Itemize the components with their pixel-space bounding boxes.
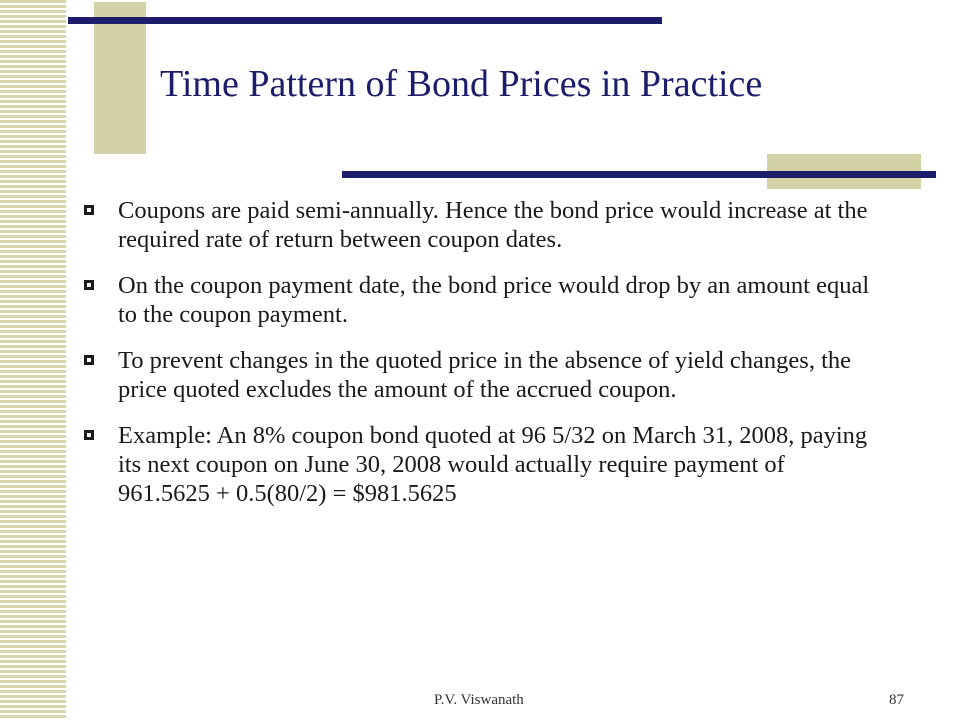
bullet-list — [82, 196, 882, 525]
decorative-line-right — [342, 171, 936, 178]
square-bullet-icon — [84, 280, 94, 290]
left-striped-border — [0, 0, 66, 720]
bullet-item — [82, 421, 882, 508]
footer-author: P.V. Viswanath — [434, 692, 524, 708]
bullet-item — [82, 346, 882, 404]
bullet-item — [82, 271, 882, 329]
bullet-text: Coupons are paid semi-annually. Hence the bond price would increase at the required rate of return between coupon dates. — [118, 197, 868, 253]
slide-title: Time Pattern of Bond Prices in Practice — [160, 63, 763, 105]
square-bullet-icon — [84, 430, 94, 440]
decorative-block-top — [94, 2, 146, 154]
square-bullet-icon — [84, 205, 94, 215]
bullet-text: On the coupon payment date, the bond price would drop by an amount equal to the coupon payment. — [118, 272, 870, 328]
decorative-line-top — [68, 17, 662, 24]
page-number: 87 — [889, 692, 904, 708]
square-bullet-icon — [84, 355, 94, 365]
bullet-text: To prevent changes in the quoted price in the absence of yield changes, the price quoted excludes the amount of the accrued coupon. — [118, 347, 852, 403]
bullet-text: Example: An 8% coupon bond quoted at 96 5/32 on March 31, 2008, paying its next coupon on June 30, 2008 would actually require payment of 961.5625 + 0.5(80/2) = $981.5625 — [118, 422, 868, 507]
bullet-item — [82, 196, 882, 254]
